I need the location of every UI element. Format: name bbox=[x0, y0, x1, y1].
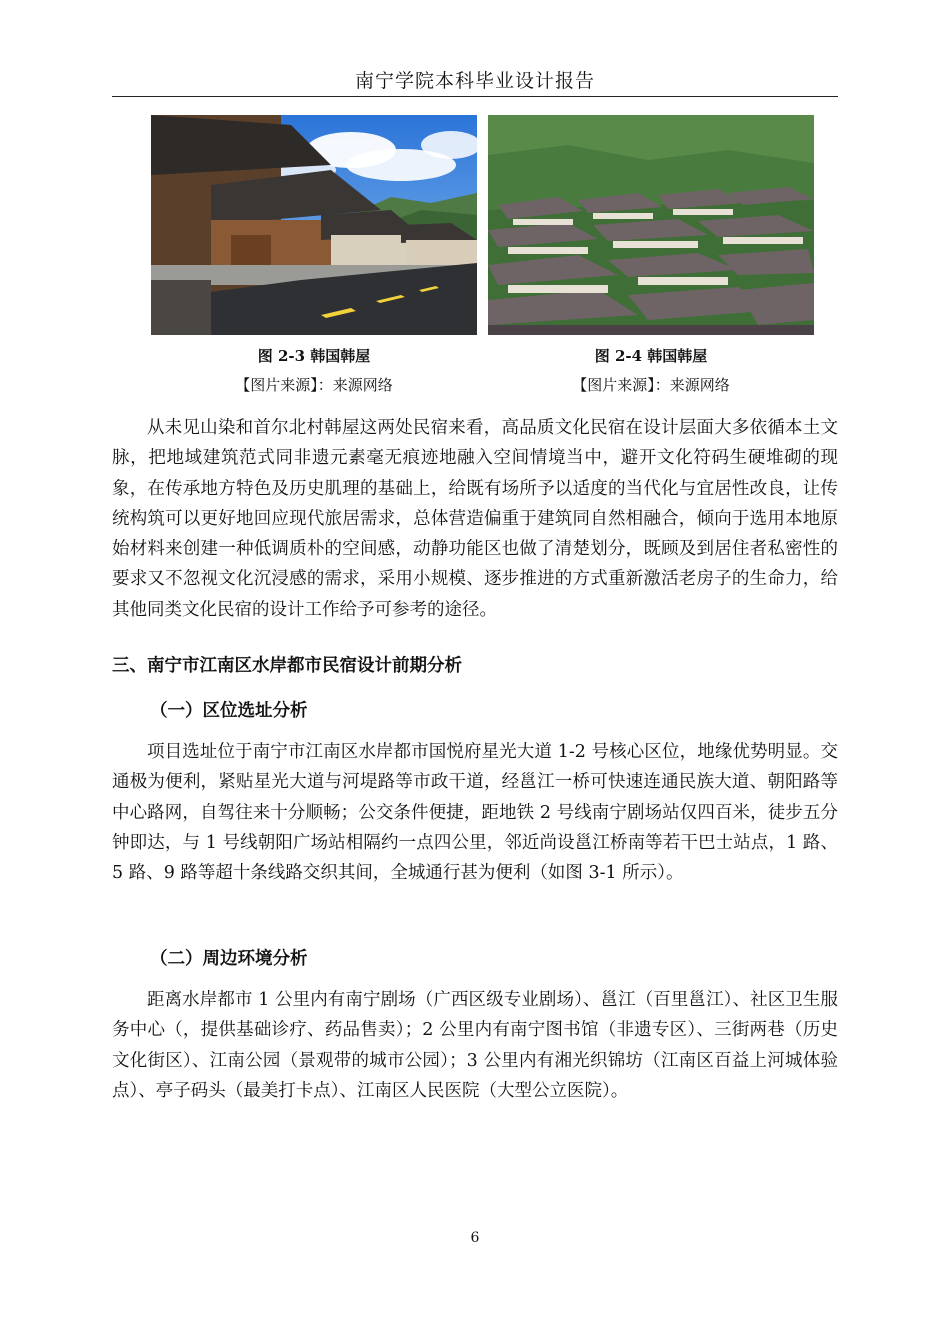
figure-hanok-street bbox=[151, 115, 477, 335]
header-rule bbox=[112, 96, 838, 97]
page-number: 6 bbox=[470, 1230, 480, 1246]
figure-caption: 图 2-4 韩国韩屋 bbox=[594, 347, 708, 365]
figure-source: 【图片来源】：来源网络 bbox=[572, 376, 730, 394]
section-heading: 三、南宁市江南区水岸都市民宿设计前期分析 bbox=[112, 656, 462, 676]
figure-source: 【图片来源】：来源网络 bbox=[235, 376, 393, 394]
figure-caption: 图 2-3 韩国韩屋 bbox=[257, 347, 371, 365]
subsection-heading: （二）周边环境分析 bbox=[150, 949, 308, 969]
figure-hanok-village bbox=[488, 115, 814, 335]
subsection-heading: （一）区位选址分析 bbox=[150, 701, 308, 721]
running-header: 南宁学院本科毕业设计报告 bbox=[354, 70, 595, 92]
body-paragraph: 从未见山染和首尔北村韩屋这两处民宿来看，高品质文化民宿在设计层面大多依循本土文脉，把地域建筑范式同非遗元素毫无痕迹地融入空间情境当中，避开文化符码生硬堆砌的现象，在传承地方特色及历史肌理的基础上，给既有场所予以适度的当代化与宜居性改良，让传统构筑可以更好地回应现代旅居需求，总体营造偏重于建筑同自然相融合，倾向于选用本地原始材料来创建一种低调质朴的空间感，动静功能区也做了清楚划分，既顾及到居住者私密性的要求又不忽视文化沉浸感的需求，采用小规模、逐步推进的方式重新激活老房子的生命力，给其他同类文化民宿的设计工作给予可参考的途径。 bbox=[112, 418, 838, 620]
body-paragraph: 项目选址位于南宁市江南区水岸都市国悦府星光大道 1-2 号核心区位，地缘优势明显。交通极为便利，紧贴星光大道与河堤路等市政干道，经邕江一桥可快速连通民族大道、朝阳路等中心路网，自驾往来十分顺畅；公交条件便捷，距地铁 2 号线南宁剧场站仅四百米，徒步五分钟即达，与 1 号线朝阳广场站相隔约一点四公里，邻近尚设邕江桥南等若干巴士站点，1 路、5 路、9 路等超十条线路交织其间，全城通行甚为便利（如图 3-1 所示）。 bbox=[112, 742, 838, 884]
body-paragraph: 距离水岸都市 1 公里内有南宁剧场（广西区级专业剧场）、邕江（百里邕江）、社区卫生服务中心（，提供基础诊疗、药品售卖）；2 公里内有南宁图书馆（非遗专区）、三街两巷（历史文化街区）、江南公园（景观带的城市公园）；3 公里内有湘光织锦坊（江南区百益上河城体验点）、亭子码头（最美打卡点）、江南区人民医院（大型公立医院）。 bbox=[112, 990, 838, 1101]
